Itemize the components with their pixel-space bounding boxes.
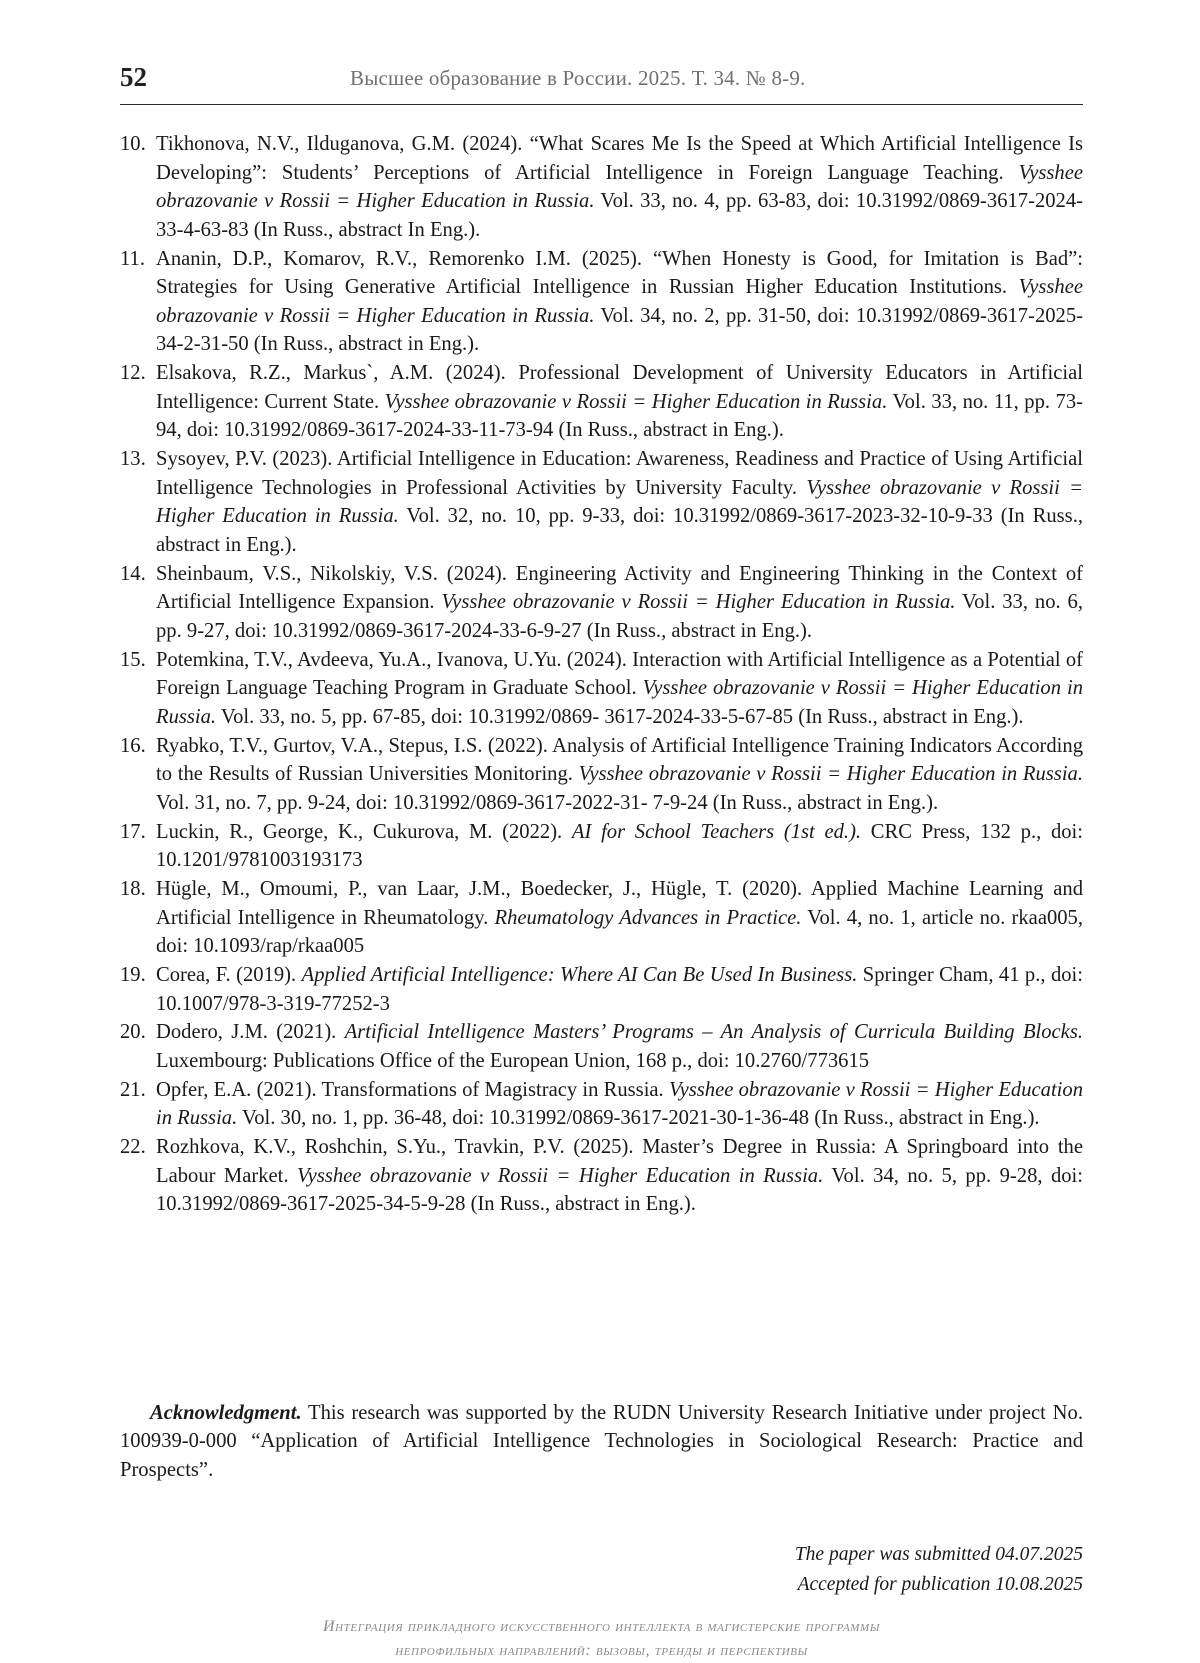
page-number: 52 xyxy=(120,62,147,92)
reference-source: Vysshee obrazovanie v Rossii = Higher Education in Russia. xyxy=(156,677,1084,728)
reference-item xyxy=(120,1133,1083,1219)
reference-item xyxy=(120,1018,1083,1075)
reference-number: 12. xyxy=(120,362,146,385)
reference-item xyxy=(120,732,1083,818)
reference-text: Corea, F. (2019). xyxy=(156,963,302,986)
reference-source: Vysshee obrazovanie v Rossii = Higher Education in Russia. xyxy=(296,1164,824,1187)
reference-item xyxy=(120,130,1083,244)
reference-source: Vysshee obrazovanie v Rossii = Higher Education in Russia. xyxy=(384,390,888,413)
reference-number: 10. xyxy=(120,133,146,155)
acknowledgment-text: This research was supported by the RUDN University Research Initiative under project No. 100939-0-000 “Application of Artificial Intelligence Technologies in Sociological Research: Practice and Prospects”. xyxy=(120,1401,1083,1481)
page-header xyxy=(120,62,1083,105)
reference-source: Vysshee obrazovanie v Rossii = Higher Education in Russia. xyxy=(156,1078,1083,1130)
reference-number: 11. xyxy=(120,247,145,270)
reference-source: Vysshee obrazovanie v Rossii = Higher Education in Russia. xyxy=(156,161,1083,213)
reference-item xyxy=(120,875,1083,961)
reference-details: Vol. 34, no. 2, pp. 31-50, doi: 10.31992/0869-3617-2025-34-2-31-50 (In Russ., abstract in Eng.). xyxy=(156,304,1083,356)
reference-source: Rheumatology Advances in Practice. xyxy=(494,906,802,929)
acknowledgment-label: Acknowledgment. xyxy=(150,1401,302,1424)
reference-text: Dodero, J.M. (2021). xyxy=(156,1021,345,1044)
reference-text: Luckin, R., George, K., Cukurova, M. (2022). xyxy=(156,820,572,843)
reference-details: Vol. 30, no. 1, pp. 36-48, doi: 10.31992/0869-3617-2021-30-1-36-48 (In Russ., abstract in Eng.). xyxy=(237,1107,1040,1130)
reference-details: Vol. 4, no. 1, article no. rkaa005, doi: 10.1093/rap/rkaa005 xyxy=(156,906,1083,958)
reference-text: Elsakova, R.Z., Markus`, A.M. (2024). Professional Development of University Educators in Artificial Intelligence: Current State. xyxy=(156,362,1083,413)
reference-number: 18. xyxy=(120,877,146,900)
reference-details: Vol. 33, no. 6, pp. 9-27, doi: 10.31992/0869-3617-2024-33-6-9-27 (In Russ., abstract in Eng.). xyxy=(156,591,1083,642)
reference-source: AI for School Teachers (1st ed.). xyxy=(571,820,862,843)
footer-title-line-1: Интеграция прикладного искусственного интеллекта в магистерские программы xyxy=(322,1618,881,1635)
reference-item xyxy=(120,646,1083,732)
journal-running-head: Высшее образование в России. 2025. Т. 34. № 8-9. xyxy=(350,66,806,90)
reference-text: Sheinbaum, V.S., Nikolskiy, V.S. (2024). Engineering Activity and Engineering Thinking in the Context of Artificial Intelligence Expansion. xyxy=(156,562,1083,614)
reference-source: Applied Artificial Intelligence: Where AI Can Be Used In Business. xyxy=(301,963,858,986)
reference-number: 16. xyxy=(120,734,146,757)
footer-title-line-2: непрофильных направлений: вызовы, тренды и перспективы xyxy=(395,1642,808,1659)
reference-text: Hügle, M., Omoumi, P., van Laar, J.M., Boedecker, J., Hügle, T. (2020). Applied Machine Learning and Artificial Intelligence in Rheumatology. xyxy=(156,877,1083,929)
reference-text: Sysoyev, P.V. (2023). Artificial Intelligence in Education: Awareness, Readiness and Practice of Using Artificial Intelligence Technologies in Professional Activities by University Faculty. xyxy=(156,448,1083,499)
reference-number: 15. xyxy=(120,648,146,671)
reference-details: CRC Press, 132 p., doi: 10.1201/9781003193173 xyxy=(156,820,1084,872)
reference-number: 13. xyxy=(120,448,146,471)
reference-source: Vysshee obrazovanie v Rossii = Higher Education in Russia. xyxy=(578,763,1083,786)
reference-number: 22. xyxy=(120,1136,146,1159)
reference-details: Vol. 31, no. 7, pp. 9-24, doi: 10.31992/0869-3617-2022-31- 7-9-24 (In Russ., abstract in Eng.). xyxy=(156,791,939,814)
reference-source: Vysshee obrazovanie v Rossii = Higher Education in Russia. xyxy=(156,476,1083,528)
reference-item xyxy=(120,1076,1083,1133)
reference-number: 21. xyxy=(120,1078,146,1101)
reference-list xyxy=(120,130,1083,1219)
reference-text: Opfer, E.A. (2021). Transformations of Magistracy in Russia. xyxy=(156,1078,669,1101)
reference-item xyxy=(120,359,1083,445)
reference-item xyxy=(120,961,1083,1018)
reference-details: Vol. 33, no. 4, pp. 63-83, doi: 10.31992/0869-3617-2024-33-4-63-83 (In Russ., abstract In Eng.). xyxy=(156,190,1083,241)
reference-item xyxy=(120,445,1083,559)
reference-source: Artificial Intelligence Masters’ Programs – An Analysis of Curricula Building Blocks. xyxy=(344,1021,1083,1044)
reference-number: 17. xyxy=(120,820,146,843)
reference-details: Vol. 34, no. 5, pp. 9-28, doi: 10.31992/0869-3617-2025-34-5-9-28 (In Russ., abstract in Eng.). xyxy=(156,1164,1083,1216)
acknowledgment-paragraph xyxy=(120,1399,1083,1485)
reference-source: Vysshee obrazovanie v Rossii = Higher Education in Russia. xyxy=(441,591,956,614)
reference-text: Tikhonova, N.V., Ilduganova, G.M. (2024). “What Scares Me Is the Speed at Which Artificial Intelligence Is Developing”: Students’ Perceptions of Artificial Intelligence in Foreign Language Teaching. xyxy=(156,133,1083,184)
reference-source: Vysshee obrazovanie v Rossii = Higher Education in Russia. xyxy=(156,276,1083,327)
reference-number: 14. xyxy=(120,562,146,585)
reference-item xyxy=(120,560,1083,646)
reference-number: 20. xyxy=(120,1021,146,1044)
reference-details: Springer Cham, 41 p., doi: 10.1007/978-3-319-77252-3 xyxy=(156,963,1083,1015)
page-footer xyxy=(120,1615,1083,1663)
reference-details: Vol. 33, no. 5, pp. 67-85, doi: 10.31992/0869- 3617-2024-33-5-67-85 (In Russ., abstract in Eng.). xyxy=(216,705,1024,728)
reference-text: Rozhkova, K.V., Roshchin, S.Yu., Travkin, P.V. (2025). Master’s Degree in Russia: A Springboard into the Labour Market. xyxy=(156,1136,1083,1187)
submitted-date: The paper was submitted 04.07.2025 xyxy=(794,1544,1083,1565)
reference-text: Ananin, D.P., Komarov, R.V., Remorenko I.M. (2025). “When Honesty is Good, for Imitation is Bad”: Strategies for Using Generative Artificial Intelligence in Russian Higher Education Institutions. xyxy=(156,247,1083,299)
reference-details: Luxembourg: Publications Office of the European Union, 168 p., doi: 10.2760/773615 xyxy=(156,1049,870,1072)
submission-dates xyxy=(795,1540,1083,1600)
reference-item xyxy=(120,818,1083,875)
reference-text: Potemkina, T.V., Avdeeva, Yu.A., Ivanova, U.Yu. (2024). Interaction with Artificial Intelligence as a Potential of Foreign Language Teaching Program in Graduate School. xyxy=(156,648,1083,700)
reference-number: 19. xyxy=(120,963,146,986)
reference-details: Vol. 33, no. 11, pp. 73-94, doi: 10.31992/0869-3617-2024-33-11-73-94 (In Russ., abstract in Eng.). xyxy=(156,390,1083,442)
accepted-date: Accepted for publication 10.08.2025 xyxy=(797,1574,1083,1595)
reference-item xyxy=(120,245,1083,359)
reference-text: Ryabko, T.V., Gurtov, V.A., Stepus, I.S. (2022). Analysis of Artificial Intelligence Training Indicators According to the Results of Russian Universities Monitoring. xyxy=(156,734,1083,786)
reference-details: Vol. 32, no. 10, pp. 9-33, doi: 10.31992/0869-3617-2023-32-10-9-33 (In Russ., abstract in Eng.). xyxy=(156,505,1083,556)
